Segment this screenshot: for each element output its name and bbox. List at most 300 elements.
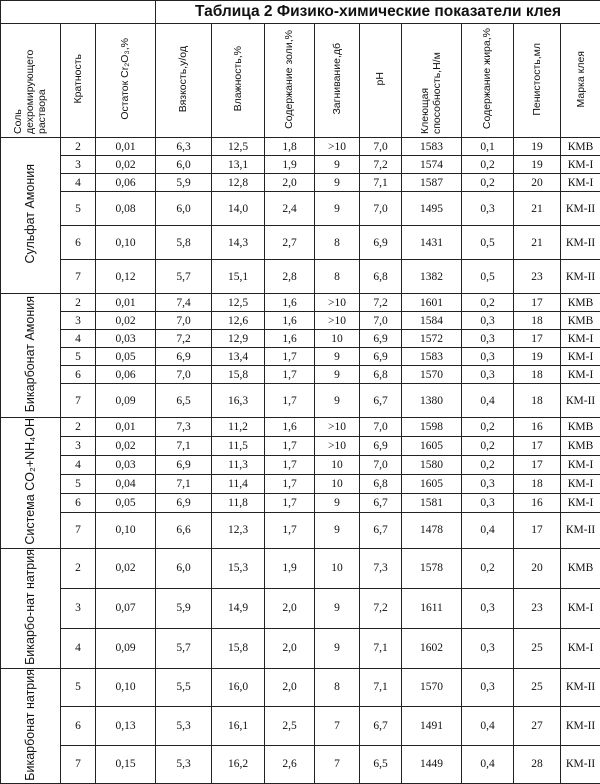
cell-ph: 6,7: [360, 493, 402, 512]
cell-multiplicity: 7: [61, 745, 96, 784]
cell-viscosity: 7,4: [156, 294, 212, 312]
cell-grade: КМ-II: [561, 707, 600, 746]
cell-multiplicity: 4: [61, 330, 96, 348]
cell-adhesive: 1380: [402, 384, 462, 418]
cell-gelling: 9: [315, 192, 360, 226]
cell-ph: 6,8: [360, 474, 402, 493]
cell-multiplicity: 2: [61, 138, 96, 156]
cell-gelling: 8: [315, 668, 360, 707]
cell-ash: 1,7: [265, 436, 315, 455]
cell-foam: 16: [514, 418, 561, 437]
cell-ash: 1,7: [265, 474, 315, 493]
cell-humidity: 16,2: [212, 745, 265, 784]
cell-foam: 18: [514, 366, 561, 384]
cell-adhesive: 1449: [402, 745, 462, 784]
cell-viscosity: 5,5: [156, 668, 212, 707]
cell-grade: КМ-II: [561, 384, 600, 418]
cell-grade: КМ-II: [561, 745, 600, 784]
cell-adhesive: 1583: [402, 138, 462, 156]
cell-gelling: 10: [315, 455, 360, 474]
cell-cr-residue: 0,08: [96, 192, 156, 226]
cell-humidity: 16,3: [212, 384, 265, 418]
cell-grade: КМ-II: [561, 668, 600, 707]
cell-ash: 1,7: [265, 493, 315, 512]
cell-foam: 21: [514, 226, 561, 260]
table-row: [1, 260, 600, 294]
table-row: [1, 418, 600, 437]
group-label: Бикарбонат натрия: [1, 668, 61, 784]
cell-multiplicity: 7: [61, 512, 96, 548]
cell-gelling: >10: [315, 294, 360, 312]
header-humidity: Влажность,%: [212, 24, 265, 138]
cell-multiplicity: 3: [61, 588, 96, 628]
cell-cr-residue: 0,12: [96, 260, 156, 294]
cell-humidity: 15,3: [212, 548, 265, 588]
cell-ph: 7,0: [360, 418, 402, 437]
cell-gelling: 10: [315, 474, 360, 493]
cell-humidity: 13,1: [212, 156, 265, 174]
cell-cr-residue: 0,10: [96, 226, 156, 260]
table-row: [1, 366, 600, 384]
cell-viscosity: 5,9: [156, 174, 212, 192]
cell-ash: 1,9: [265, 548, 315, 588]
cell-grade: КМ-I: [561, 366, 600, 384]
cell-ash: 2,5: [265, 707, 315, 746]
cell-fat: 0,3: [462, 668, 514, 707]
cell-foam: 23: [514, 588, 561, 628]
cell-grade: КМ-II: [561, 260, 600, 294]
cell-viscosity: 6,0: [156, 548, 212, 588]
cell-grade: КМВ: [561, 138, 600, 156]
cell-adhesive: 1431: [402, 226, 462, 260]
cell-grade: КМ-II: [561, 512, 600, 548]
cell-humidity: 13,4: [212, 348, 265, 366]
cell-gelling: 9: [315, 588, 360, 628]
cell-fat: 0,3: [462, 312, 514, 330]
cell-cr-residue: 0,04: [96, 474, 156, 493]
cell-cr-residue: 0,02: [96, 436, 156, 455]
cell-fat: 0,4: [462, 384, 514, 418]
cell-gelling: >10: [315, 418, 360, 437]
cell-adhesive: 1578: [402, 548, 462, 588]
table-row: [1, 493, 600, 512]
cell-ph: 7,0: [360, 138, 402, 156]
cell-multiplicity: 6: [61, 226, 96, 260]
cell-ph: 6,9: [360, 226, 402, 260]
cell-foam: 19: [514, 156, 561, 174]
cell-gelling: 9: [315, 493, 360, 512]
cell-grade: КМ-I: [561, 493, 600, 512]
cell-humidity: 12,6: [212, 312, 265, 330]
cell-fat: 0,2: [462, 174, 514, 192]
cell-viscosity: 7,1: [156, 436, 212, 455]
cell-ph: 6,8: [360, 366, 402, 384]
cell-multiplicity: 2: [61, 548, 96, 588]
cell-humidity: 14,9: [212, 588, 265, 628]
cell-gelling: 9: [315, 366, 360, 384]
cell-grade: КМ-I: [561, 588, 600, 628]
header-salt: Соль дехромирующего раствора: [1, 24, 61, 138]
cell-ash: 1,7: [265, 384, 315, 418]
cell-viscosity: 6,9: [156, 348, 212, 366]
cell-cr-residue: 0,02: [96, 312, 156, 330]
table-title: Таблица 2 Физико-химические показатели клея: [156, 1, 600, 24]
cell-humidity: 12,3: [212, 512, 265, 548]
cell-grade: КМ-I: [561, 330, 600, 348]
cell-ph: 6,9: [360, 330, 402, 348]
cell-multiplicity: 7: [61, 260, 96, 294]
header-multiplicity: Кратность: [61, 24, 96, 138]
cell-foam: 18: [514, 312, 561, 330]
cell-ash: 2,4: [265, 192, 315, 226]
cell-ph: 7,3: [360, 548, 402, 588]
cell-adhesive: 1478: [402, 512, 462, 548]
cell-multiplicity: 5: [61, 192, 96, 226]
cell-humidity: 11,5: [212, 436, 265, 455]
cell-humidity: 16,0: [212, 668, 265, 707]
cell-ash: 1,6: [265, 294, 315, 312]
cell-fat: 0,3: [462, 493, 514, 512]
cell-adhesive: 1605: [402, 474, 462, 493]
cell-fat: 0,3: [462, 330, 514, 348]
cell-foam: 25: [514, 668, 561, 707]
cell-multiplicity: 6: [61, 707, 96, 746]
cell-foam: 19: [514, 138, 561, 156]
cell-ph: 6,7: [360, 512, 402, 548]
table-row: [1, 745, 600, 784]
table-row: [1, 668, 600, 707]
cell-grade: КМВ: [561, 294, 600, 312]
cell-ash: 2,0: [265, 668, 315, 707]
table-row: [1, 436, 600, 455]
cell-fat: 0,2: [462, 455, 514, 474]
cell-grade: КМВ: [561, 418, 600, 437]
cell-adhesive: 1602: [402, 628, 462, 668]
cell-viscosity: 6,5: [156, 384, 212, 418]
cell-foam: 23: [514, 260, 561, 294]
header-adhesive: Клеющая способность,Н/м: [402, 24, 462, 138]
cell-adhesive: 1574: [402, 156, 462, 174]
cell-ash: 2,7: [265, 226, 315, 260]
cell-grade: КМВ: [561, 436, 600, 455]
header-gelling: Загнивание,дб: [315, 24, 360, 138]
cell-viscosity: 7,2: [156, 330, 212, 348]
group-label: Система CO₂+NH₄OH: [1, 418, 61, 549]
cell-humidity: 15,8: [212, 366, 265, 384]
cell-cr-residue: 0,09: [96, 628, 156, 668]
cell-adhesive: 1587: [402, 174, 462, 192]
cell-adhesive: 1581: [402, 493, 462, 512]
group-label: Бикарбо-нат натрия: [1, 548, 61, 668]
cell-ash: 1,7: [265, 455, 315, 474]
cell-viscosity: 7,3: [156, 418, 212, 437]
cell-ph: 7,1: [360, 174, 402, 192]
cell-cr-residue: 0,02: [96, 548, 156, 588]
cell-humidity: 11,8: [212, 493, 265, 512]
cell-fat: 0,3: [462, 348, 514, 366]
cell-foam: 20: [514, 548, 561, 588]
header-viscosity: Вязкость,у/од: [156, 24, 212, 138]
cell-adhesive: 1382: [402, 260, 462, 294]
cell-ash: 1,9: [265, 156, 315, 174]
cell-ash: 2,0: [265, 588, 315, 628]
cell-foam: 20: [514, 174, 561, 192]
cell-adhesive: 1611: [402, 588, 462, 628]
cell-ph: 7,0: [360, 455, 402, 474]
cell-ash: 1,6: [265, 312, 315, 330]
cell-ph: 7,2: [360, 588, 402, 628]
cell-cr-residue: 0,01: [96, 418, 156, 437]
table-row: [1, 588, 600, 628]
table-row: [1, 294, 600, 312]
cell-humidity: 12,8: [212, 174, 265, 192]
cell-gelling: >10: [315, 138, 360, 156]
cell-viscosity: 5,8: [156, 226, 212, 260]
header-ash: Содержание золи,%: [265, 24, 315, 138]
cell-viscosity: 5,9: [156, 588, 212, 628]
cell-multiplicity: 4: [61, 174, 96, 192]
cell-ash: 1,8: [265, 138, 315, 156]
cell-gelling: 9: [315, 628, 360, 668]
cell-foam: 25: [514, 628, 561, 668]
cell-grade: КМ-II: [561, 192, 600, 226]
cell-cr-residue: 0,03: [96, 330, 156, 348]
group-label: Сульфат Амония: [1, 138, 61, 294]
cell-ph: 7,0: [360, 192, 402, 226]
cell-ph: 6,8: [360, 260, 402, 294]
title-row: [1, 1, 600, 24]
cell-ph: 7,2: [360, 156, 402, 174]
cell-grade: КМВ: [561, 548, 600, 588]
cell-gelling: >10: [315, 436, 360, 455]
cell-ash: 1,7: [265, 512, 315, 548]
cell-ph: 6,7: [360, 707, 402, 746]
cell-foam: 19: [514, 348, 561, 366]
header-fat: Содержание жира,%: [462, 24, 514, 138]
cell-foam: 21: [514, 192, 561, 226]
cell-ph: 6,7: [360, 384, 402, 418]
cell-grade: КМ-I: [561, 474, 600, 493]
cell-gelling: >10: [315, 312, 360, 330]
cell-grade: КМ-I: [561, 628, 600, 668]
cell-fat: 0,2: [462, 156, 514, 174]
cell-humidity: 11,2: [212, 418, 265, 437]
cell-gelling: 10: [315, 548, 360, 588]
cell-fat: 0,3: [462, 192, 514, 226]
cell-grade: КМВ: [561, 312, 600, 330]
cell-adhesive: 1598: [402, 418, 462, 437]
cell-fat: 0,4: [462, 512, 514, 548]
table-row: [1, 384, 600, 418]
cell-fat: 0,5: [462, 226, 514, 260]
table-row: [1, 512, 600, 548]
cell-humidity: 16,1: [212, 707, 265, 746]
cell-fat: 0,2: [462, 418, 514, 437]
cell-gelling: 8: [315, 226, 360, 260]
cell-cr-residue: 0,05: [96, 348, 156, 366]
cell-viscosity: 7,1: [156, 474, 212, 493]
cell-foam: 17: [514, 294, 561, 312]
cell-cr-residue: 0,10: [96, 512, 156, 548]
cell-gelling: 7: [315, 707, 360, 746]
cell-cr-residue: 0,15: [96, 745, 156, 784]
cell-viscosity: 6,0: [156, 192, 212, 226]
header-cr-residue: Остаток Cr₂O₃,%: [96, 24, 156, 138]
cell-foam: 17: [514, 512, 561, 548]
cell-adhesive: 1572: [402, 330, 462, 348]
cell-cr-residue: 0,02: [96, 156, 156, 174]
cell-multiplicity: 5: [61, 668, 96, 707]
cell-humidity: 12,5: [212, 138, 265, 156]
cell-multiplicity: 2: [61, 294, 96, 312]
cell-fat: 0,3: [462, 588, 514, 628]
cell-foam: 17: [514, 436, 561, 455]
cell-humidity: 11,3: [212, 455, 265, 474]
table-row: [1, 226, 600, 260]
cell-ash: 1,6: [265, 330, 315, 348]
cell-ph: 7,0: [360, 312, 402, 330]
cell-ash: 2,8: [265, 260, 315, 294]
cell-fat: 0,3: [462, 628, 514, 668]
cell-humidity: 14,3: [212, 226, 265, 260]
cell-foam: 16: [514, 493, 561, 512]
table-row: [1, 348, 600, 366]
cell-viscosity: 6,3: [156, 138, 212, 156]
cell-multiplicity: 3: [61, 312, 96, 330]
cell-ph: 6,9: [360, 436, 402, 455]
cell-fat: 0,5: [462, 260, 514, 294]
cell-multiplicity: 5: [61, 348, 96, 366]
cell-viscosity: 7,0: [156, 366, 212, 384]
table-row: [1, 628, 600, 668]
cell-viscosity: 5,3: [156, 707, 212, 746]
cell-ash: 2,6: [265, 745, 315, 784]
cell-humidity: 11,4: [212, 474, 265, 493]
cell-viscosity: 7,0: [156, 312, 212, 330]
cell-foam: 17: [514, 330, 561, 348]
cell-cr-residue: 0,07: [96, 588, 156, 628]
cell-adhesive: 1491: [402, 707, 462, 746]
cell-gelling: 9: [315, 384, 360, 418]
cell-multiplicity: 4: [61, 628, 96, 668]
cell-viscosity: 5,3: [156, 745, 212, 784]
cell-foam: 17: [514, 455, 561, 474]
table-row: [1, 156, 600, 174]
cell-viscosity: 6,9: [156, 493, 212, 512]
cell-ash: 1,7: [265, 366, 315, 384]
cell-multiplicity: 5: [61, 474, 96, 493]
table-row: [1, 192, 600, 226]
cell-grade: КМ-I: [561, 174, 600, 192]
cell-fat: 0,4: [462, 707, 514, 746]
cell-ph: 7,2: [360, 294, 402, 312]
cell-ph: 7,1: [360, 628, 402, 668]
cell-viscosity: 5,7: [156, 260, 212, 294]
cell-multiplicity: 6: [61, 493, 96, 512]
cell-foam: 18: [514, 474, 561, 493]
cell-ash: 2,0: [265, 174, 315, 192]
cell-adhesive: 1495: [402, 192, 462, 226]
cell-ph: 6,9: [360, 348, 402, 366]
header-foam: Пенистость,мл: [514, 24, 561, 138]
cell-ash: 2,0: [265, 628, 315, 668]
cell-multiplicity: 3: [61, 436, 96, 455]
cell-fat: 0,3: [462, 366, 514, 384]
cell-ash: 1,7: [265, 348, 315, 366]
cell-cr-residue: 0,01: [96, 294, 156, 312]
cell-adhesive: 1605: [402, 436, 462, 455]
cell-cr-residue: 0,10: [96, 668, 156, 707]
header-row: [1, 24, 600, 138]
cell-humidity: 12,5: [212, 294, 265, 312]
cell-foam: 18: [514, 384, 561, 418]
cell-cr-residue: 0,09: [96, 384, 156, 418]
cell-grade: КМ-I: [561, 348, 600, 366]
cell-grade: КМ-I: [561, 455, 600, 474]
cell-adhesive: 1601: [402, 294, 462, 312]
cell-cr-residue: 0,03: [96, 455, 156, 474]
cell-adhesive: 1580: [402, 455, 462, 474]
table-row: [1, 548, 600, 588]
cell-grade: КМ-II: [561, 226, 600, 260]
table-row: [1, 312, 600, 330]
table-row: [1, 455, 600, 474]
cell-humidity: 15,1: [212, 260, 265, 294]
cell-cr-residue: 0,06: [96, 174, 156, 192]
cell-multiplicity: 7: [61, 384, 96, 418]
cell-multiplicity: 6: [61, 366, 96, 384]
cell-adhesive: 1570: [402, 366, 462, 384]
cell-multiplicity: 3: [61, 156, 96, 174]
cell-gelling: 8: [315, 260, 360, 294]
cell-fat: 0,2: [462, 294, 514, 312]
cell-adhesive: 1584: [402, 312, 462, 330]
cell-grade: КМ-I: [561, 156, 600, 174]
table-row: [1, 138, 600, 156]
cell-adhesive: 1570: [402, 668, 462, 707]
table-row: [1, 174, 600, 192]
cell-viscosity: 6,6: [156, 512, 212, 548]
cell-foam: 27: [514, 707, 561, 746]
cell-fat: 0,3: [462, 474, 514, 493]
cell-cr-residue: 0,05: [96, 493, 156, 512]
cell-cr-residue: 0,13: [96, 707, 156, 746]
cell-humidity: 12,9: [212, 330, 265, 348]
header-ph: pH: [360, 24, 402, 138]
cell-multiplicity: 4: [61, 455, 96, 474]
cell-fat: 0,2: [462, 548, 514, 588]
cell-fat: 0,4: [462, 745, 514, 784]
cell-ash: 1,6: [265, 418, 315, 437]
cell-fat: 0,2: [462, 436, 514, 455]
cell-cr-residue: 0,01: [96, 138, 156, 156]
cell-gelling: 9: [315, 174, 360, 192]
cell-multiplicity: 2: [61, 418, 96, 437]
cell-viscosity: 6,9: [156, 455, 212, 474]
cell-viscosity: 5,7: [156, 628, 212, 668]
cell-foam: 28: [514, 745, 561, 784]
cell-gelling: 10: [315, 330, 360, 348]
table-row: [1, 330, 600, 348]
cell-cr-residue: 0,06: [96, 366, 156, 384]
cell-adhesive: 1583: [402, 348, 462, 366]
cell-ph: 7,1: [360, 668, 402, 707]
cell-fat: 0,1: [462, 138, 514, 156]
table-row: [1, 474, 600, 493]
table-row: [1, 707, 600, 746]
title-spacer: [1, 1, 156, 24]
cell-gelling: 9: [315, 348, 360, 366]
